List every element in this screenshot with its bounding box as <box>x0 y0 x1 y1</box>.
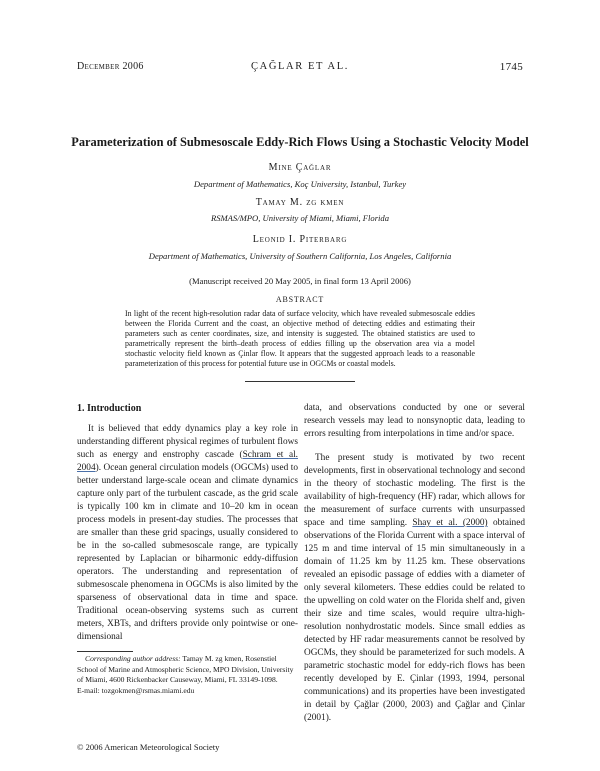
section-heading: 1. Introduction <box>77 403 142 414</box>
author-name-2: Tamay M. zg kmen <box>255 197 345 208</box>
intro-paragraph-1 <box>77 423 298 644</box>
paragraph-text: obtained observations of the Florida Current with a space interval of 125 m and time interval of 15 min simultaneously in a domain of 11.25 km by 11.25 km. These observations revealed an episodic passage of eddies with a diameter of only several kilometers. These eddies could be related to the upwelling on cold water on the Florida shelf and, given their size and time scales, would require ultra-high-resolution nonhydrostatic models. Since small eddies as detected by HF radar measurements cannot be resolved by OGCMs, they should be parameterized for such models. A parametric stochastic model for eddy-rich flows has been recently developed by E. Çinlar (1993, 1994, personal communications) and its properties have been investigated in detail by Çağlar (2000, 2003) and Çağlar and Çinlar (2001). <box>304 518 525 723</box>
manuscript-dates: (Manuscript received 20 May 2005, in final form 13 April 2006) <box>189 276 411 286</box>
running-header-authors: ÇAĞLAR ET AL. <box>251 61 349 72</box>
intro-paragraph-continued: data, and observations conducted by one or several research vessels may lead to nonsynoptic data, leading to errors resulting from interpolations in time and/or space. <box>304 403 525 439</box>
footnote <box>77 654 298 696</box>
footnote-address <box>77 654 298 686</box>
paragraph-text: It is believed that eddy dynamics play a key role in understanding different physical regimes of turbulent flows such as energy and enstrophy cascade ( <box>77 424 298 460</box>
paragraph-text: ). Ocean general circulation models (OGCMs) used to better understand large-scale ocean and climate dynamics capture only part of the turbulent cascade, as the grid scale is typically 100 km in climate and 10–20 km in ocean process models in present-day studies. The processes that are smaller than these grid spacings, usually considered to be in the so-called submesoscale range, are typically represented by Laplacian or biharmonic eddy-diffusion operators. The understanding and representation of submesoscale phenomena in OGCMs is also limited by the sparseness of observational data in time and space. Traditional ocean-observing systems such as current meters, XBTs, and drifters provide only pointwise or one-dimensional <box>77 463 298 642</box>
footnote-label: Corresponding author address: <box>85 654 181 663</box>
paper-title: Parameterization of Submesoscale Eddy-Rich Flows Using a Stochastic Velocity Model <box>71 135 529 149</box>
right-column <box>304 402 525 725</box>
footnote-rule <box>77 651 133 652</box>
page-number: 1745 <box>499 61 523 73</box>
intro-paragraph-2 <box>304 452 525 725</box>
author-name-3: Leonid I. Piterbarg <box>252 234 348 245</box>
footnote-email: E-mail: tozgokmen@rsmas.miami.edu <box>77 685 195 695</box>
footnote-text: Tamay M. zg kmen, Rosenstiel School of Marine and Atmospheric Science, MPO Division, University of Miami, 4600 Rickenbacker Causeway, Miami, FL 33149-1098. <box>77 654 294 685</box>
author-affiliation-2: RSMAS/MPO, University of Miami, Miami, Florida <box>210 213 390 223</box>
left-column <box>77 423 298 644</box>
running-header-date: December 2006 <box>77 61 144 72</box>
author-affiliation-1: Department of Mathematics, Koç University, Istanbul, Turkey <box>193 179 407 189</box>
section-divider <box>245 381 355 382</box>
author-name-1: Mine Çağlar <box>268 162 332 173</box>
paragraph-text: The present study is motivated by two recent developments, first in observational technology and second in the theory of stochastic modeling. The first is the availability of high-frequency (HF) radar, which allows for the measurement of surface currents with unsurpassed space and time sampling. <box>304 453 525 528</box>
abstract-heading: ABSTRACT <box>275 295 325 304</box>
copyright-notice: © 2006 American Meteorological Society <box>77 742 220 752</box>
abstract-text: In light of the recent high-resolution radar data of surface velocity, which have revealed submesoscale eddies between the Florida Current and the coast, an objective method of detecting eddies and estimating their parameters such as center coordinates, size, and intensity is suggested. The obtained statistics are used to parametrically represent the birth–death process of eddies filling up the observation area via a model stochastic velocity field known as Çinlar flow. It appears that the suggested approach leads to a reasonable parameterization of this process for potential future use in OGCMs or coastal models. <box>125 309 475 369</box>
citation-link-shay[interactable]: Shay et al. (2000) <box>412 518 488 528</box>
citation-link-schram[interactable]: Schram et al. 2004 <box>77 450 298 473</box>
author-affiliation-3: Department of Mathematics, University of Southern California, Los Angeles, California <box>148 251 452 261</box>
